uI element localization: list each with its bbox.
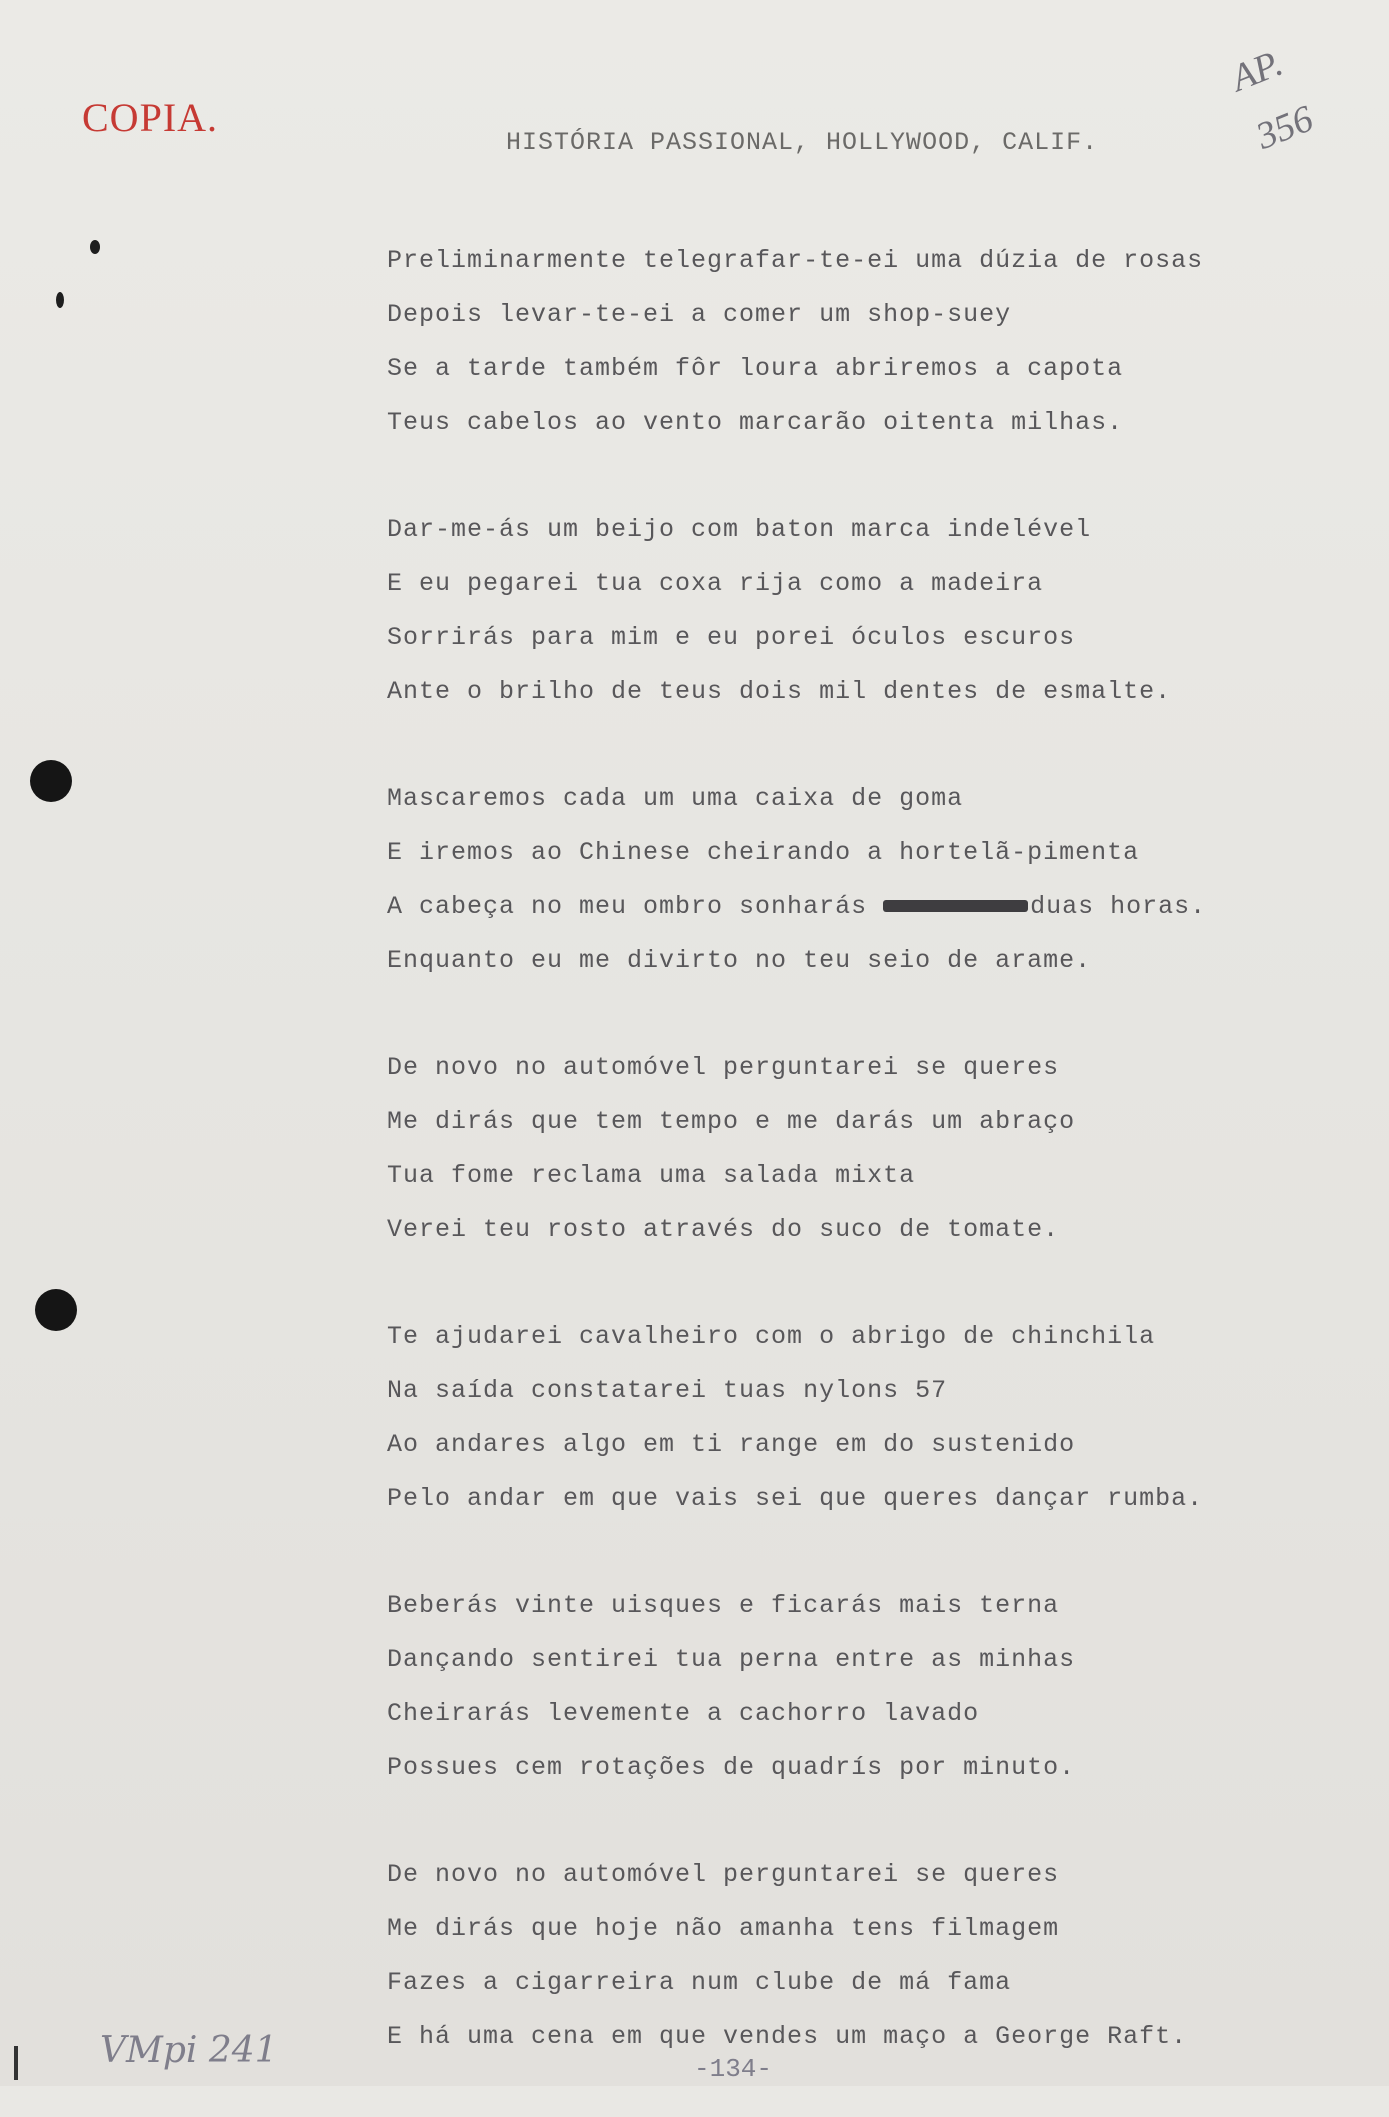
- punch-hole: [30, 760, 72, 802]
- stanza: [387, 1310, 1347, 1526]
- poem-line: Ao andares algo em ti range em do sustenido: [387, 1430, 1076, 1459]
- poem-title: HISTÓRIA PASSIONAL, HOLLYWOOD, CALIF.: [506, 128, 1099, 157]
- stanza: [387, 503, 1347, 719]
- poem-line: E há uma cena em que vendes um maço a George Raft.: [387, 2022, 1188, 2051]
- poem-line-text: A cabeça no meu ombro sonharás: [387, 892, 868, 921]
- stanza: [387, 1848, 1347, 2064]
- poem-line-with-strikeout: [387, 880, 1347, 934]
- stanza: [387, 234, 1347, 450]
- poem-line: Se a tarde também fôr loura abriremos a capota: [387, 354, 1124, 383]
- poem-body: [387, 234, 1347, 2117]
- poem-line: Enquanto eu me divirto no teu seio de arame.: [387, 946, 1092, 975]
- handwritten-reference: VMpi 241: [100, 2030, 278, 2071]
- poem-line: Tua fome reclama uma salada mixta: [387, 1161, 916, 1190]
- punch-hole: [35, 1289, 77, 1331]
- stanza: [387, 1579, 1347, 1795]
- poem-line: E eu pegarei tua coxa rija como a madeira: [387, 569, 1044, 598]
- poem-line: Possues cem rotações de quadrís por minuto.: [387, 1753, 1076, 1782]
- poem-line: Preliminarmente telegrafar-te-ei uma dúzia de rosas: [387, 246, 1204, 275]
- archive-number-handwritten: 356: [1250, 97, 1319, 158]
- poem-line: Teus cabelos ao vento marcarão oitenta milhas.: [387, 408, 1124, 437]
- stanza: [387, 772, 1347, 988]
- strikeout-mark: [883, 900, 1028, 912]
- poem-line-ending: duas horas.: [1030, 892, 1207, 921]
- archive-code-handwritten: AP.: [1225, 41, 1289, 100]
- page-number: -134-: [694, 2054, 773, 2084]
- poem-line: E iremos ao Chinese cheirando a hortelã-pimenta: [387, 838, 1140, 867]
- poem-line: Beberás vinte uisques e ficarás mais terna: [387, 1591, 1060, 1620]
- poem-line: Dançando sentirei tua perna entre as minhas: [387, 1645, 1076, 1674]
- poem-line: Me dirás que hoje não amanha tens filmagem: [387, 1914, 1060, 1943]
- poem-line: Cheirarás levemente a cachorro lavado: [387, 1699, 980, 1728]
- poem-line: De novo no automóvel perguntarei se queres: [387, 1053, 1060, 1082]
- poem-line: Na saída constatarei tuas nylons 57: [387, 1376, 948, 1405]
- poem-line: Ante o brilho de teus dois mil dentes de esmalte.: [387, 677, 1172, 706]
- poem-line: Te ajudarei cavalheiro com o abrigo de chinchila: [387, 1322, 1156, 1351]
- poem-line: De novo no automóvel perguntarei se queres: [387, 1860, 1060, 1889]
- copy-stamp: COPIA.: [82, 95, 219, 140]
- ink-speck: [56, 292, 64, 308]
- poem-line: Mascaremos cada um uma caixa de goma: [387, 784, 964, 813]
- poem-line: Fazes a cigarreira num clube de má fama: [387, 1968, 1012, 1997]
- ink-speck: [90, 240, 100, 254]
- poem-line: Dar-me-ás um beijo com baton marca indelével: [387, 515, 1092, 544]
- stanza: [387, 1041, 1347, 1257]
- margin-mark: [14, 2046, 18, 2080]
- poem-line: Depois levar-te-ei a comer um shop-suey: [387, 300, 1012, 329]
- poem-line: Me dirás que tem tempo e me darás um abraço: [387, 1107, 1076, 1136]
- poem-line: Verei teu rosto através do suco de tomate.: [387, 1215, 1060, 1244]
- poem-line: Pelo andar em que vais sei que queres dançar rumba.: [387, 1484, 1204, 1513]
- poem-line: Sorrirás para mim e eu porei óculos escuros: [387, 623, 1076, 652]
